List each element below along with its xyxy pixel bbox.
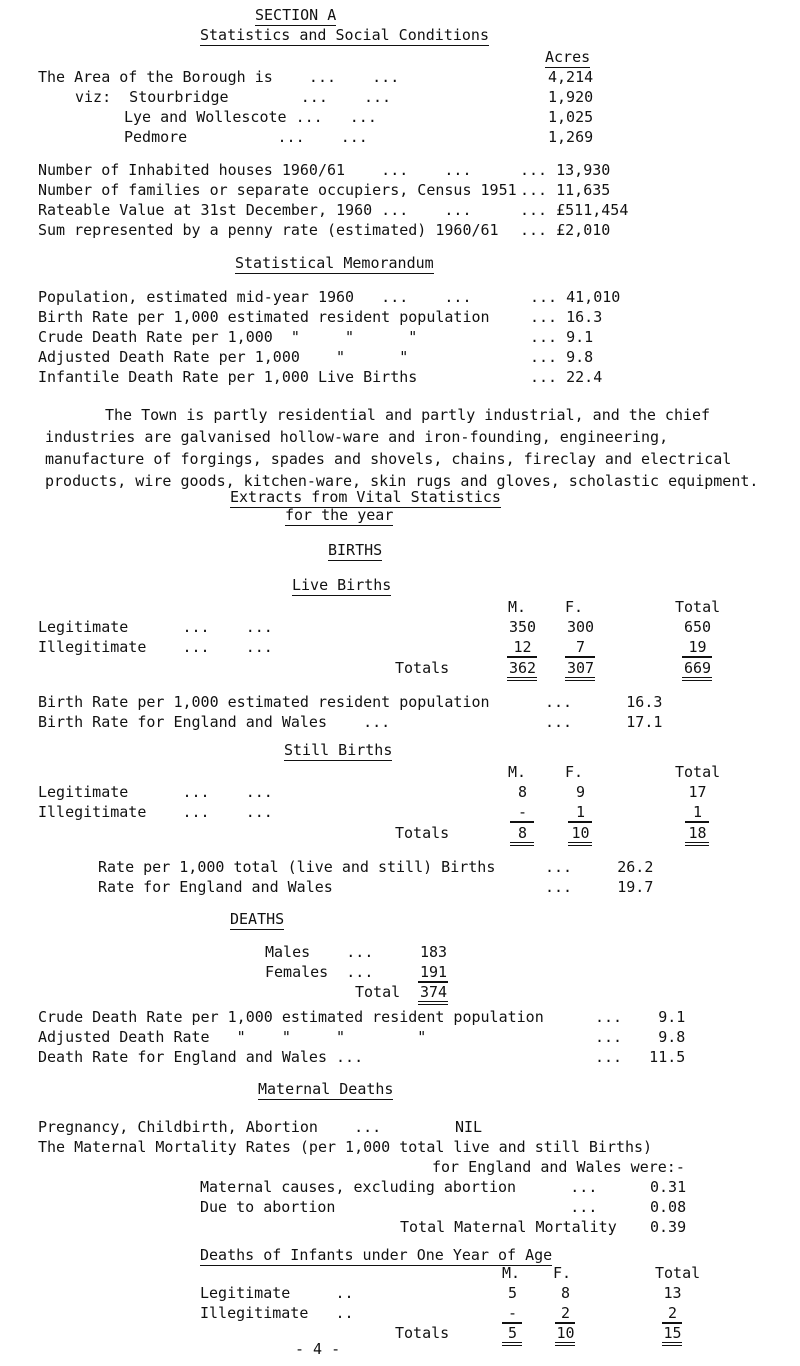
deaths-total-label: Total [355, 983, 401, 1001]
deaths-total-value: 374 [420, 983, 448, 1001]
combined-rate-label: Rate for England and Wales [98, 878, 333, 896]
table-cell: 5 [507, 1284, 518, 1302]
table-cell: - [507, 1304, 518, 1322]
death-rate-value: ... 11.5 [595, 1048, 686, 1066]
rate-row-value: ... 17.1 [545, 713, 663, 731]
maternal-title: Maternal Deaths [258, 1080, 394, 1098]
table-cell: 2 [560, 1304, 571, 1322]
death-rate-label: Crude Death Rate per 1,000 estimated resident population [38, 1008, 544, 1026]
memo-row-label: Population, estimated mid-year 1960 ... ... [38, 288, 472, 306]
table-cell: 8 [560, 1284, 571, 1302]
total-double-rule [685, 842, 709, 846]
memo-row-label: Birth Rate per 1,000 estimated resident population [38, 308, 490, 326]
table-row-label: Illegitimate ... ... [38, 638, 273, 656]
general-row-value: ... 13,930 [520, 161, 611, 179]
table-cell: - [517, 803, 528, 821]
general-row-value: ... 11,635 [520, 181, 611, 199]
sum-rule [568, 821, 592, 823]
table-cell: 15 [663, 1324, 682, 1342]
col-header-m: M. [502, 1264, 521, 1282]
sum-rule [685, 821, 709, 823]
col-header-total: Total [675, 598, 721, 616]
live-births-title: Live Births [292, 576, 392, 594]
general-row-label: Rateable Value at 31st December, 1960 ... ... [38, 201, 472, 219]
total-double-rule [510, 842, 534, 846]
total-double-rule [565, 677, 595, 681]
total-double-rule [555, 1342, 575, 1346]
maternal-rates-intro: The Maternal Mortality Rates (per 1,000 total live and still Births) [38, 1138, 653, 1156]
table-cell: 12 [513, 638, 532, 656]
col-header-f: F. [553, 1264, 572, 1282]
table-cell: 19 [688, 638, 707, 656]
col-header-m: M. [508, 598, 527, 616]
death-rate-value: ... 9.1 [595, 1008, 686, 1026]
total-double-rule [418, 1001, 448, 1005]
sum-rule [682, 656, 712, 658]
death-rate-label: Adjusted Death Rate " " " " [38, 1028, 427, 1046]
col-header-f: F. [565, 763, 584, 781]
memo-row-value: ... 16.3 [530, 308, 603, 326]
combined-rate-label: Rate per 1,000 total (live and still) Births [98, 858, 496, 876]
total-double-rule [507, 677, 537, 681]
table-cell: 300 [566, 618, 595, 636]
area-row-label: Lye and Wollescote ... ... [124, 108, 377, 126]
memo-row-value: ... 22.4 [530, 368, 603, 386]
males-value: 183 [420, 943, 448, 961]
table-cell: 10 [556, 1324, 575, 1342]
acres-column-header: Acres [545, 48, 591, 66]
area-row-label: Pedmore ... ... [124, 128, 368, 146]
totals-label: Totals [395, 659, 450, 677]
table-cell: 8 [517, 824, 528, 842]
extracts-title: Extracts from Vital Statistics [230, 488, 501, 506]
males-label: Males ... [265, 943, 374, 961]
deaths-title: DEATHS [230, 910, 285, 928]
page-number: - 4 - [295, 1340, 341, 1358]
still-births-title: Still Births [284, 741, 393, 759]
maternal-row-label: Total Maternal Mortality [400, 1218, 617, 1236]
table-cell: 10 [571, 824, 590, 842]
maternal-row-value: 0.08 [650, 1198, 687, 1216]
total-double-rule [502, 1342, 522, 1346]
rate-row-label: Birth Rate for England and Wales ... [38, 713, 391, 731]
table-cell: 7 [575, 638, 586, 656]
general-row-value: ... £511,454 [520, 201, 629, 219]
combined-rate-value: ... 26.2 [545, 858, 654, 876]
sum-rule [507, 656, 537, 658]
table-cell: 18 [688, 824, 707, 842]
memo-row-value: ... 9.1 [530, 328, 594, 346]
maternal-row-value: 0.39 [650, 1218, 687, 1236]
table-cell: 307 [566, 659, 595, 677]
memo-row-label: Adjusted Death Rate per 1,000 " " [38, 348, 409, 366]
table-cell: 1 [692, 803, 703, 821]
general-row-label: Sum represented by a penny rate (estimated) 1960/61 [38, 221, 499, 239]
table-row-label: Illegitimate .. [200, 1304, 354, 1322]
table-cell: 669 [683, 659, 712, 677]
table-cell: 17 [688, 783, 707, 801]
sum-rule [565, 656, 595, 658]
table-row-label: Illegitimate ... ... [38, 803, 273, 821]
section-heading: SECTION A [255, 6, 337, 24]
area-total-label: The Area of the Borough is ... ... [38, 68, 400, 86]
general-row-label: Number of families or separate occupiers, Census 1951 [38, 181, 517, 199]
total-double-rule [682, 677, 712, 681]
births-title: BIRTHS [328, 541, 383, 559]
memo-row-value: ... 41,010 [530, 288, 621, 306]
general-row-value: ... £2,010 [520, 221, 611, 239]
table-cell: 9 [575, 783, 586, 801]
table-cell: 650 [683, 618, 712, 636]
table-cell: 5 [507, 1324, 518, 1342]
maternal-row-label: Maternal causes, excluding abortion ... [200, 1178, 598, 1196]
area-row-label: viz: Stourbridge ... ... [75, 88, 392, 106]
rate-row-value: ... 16.3 [545, 693, 663, 711]
maternal-rates-intro-2: for England and Wales were:- [432, 1158, 685, 1176]
total-double-rule [662, 1342, 682, 1346]
area-row-value: 1,920 [548, 88, 594, 106]
area-row-value: 1,025 [548, 108, 594, 126]
area-row-value: 1,269 [548, 128, 594, 146]
females-value: 191 [420, 963, 448, 981]
table-row-label: Legitimate .. [200, 1284, 354, 1302]
memo-row-value: ... 9.8 [530, 348, 594, 366]
combined-rate-value: ... 19.7 [545, 878, 654, 896]
industries-paragraph: The Town is partly residential and partly industrial, and the chief industries are galvanised hollow-ware and iron-founding, engineering, manufacture of forgings, spades and shovels, chains, fireclay and electrical products, wire goods, kitchen-ware, skin rugs and gloves, scholastic equipment. [45, 406, 759, 490]
rate-row-label: Birth Rate per 1,000 estimated resident population [38, 693, 490, 711]
maternal-line-value: NIL [455, 1118, 483, 1136]
table-cell: 362 [508, 659, 537, 677]
death-rate-value: ... 9.8 [595, 1028, 686, 1046]
table-cell: 350 [508, 618, 537, 636]
col-header-f: F. [565, 598, 584, 616]
sum-rule [510, 821, 534, 823]
general-row-label: Number of Inhabited houses 1960/61 ... ... [38, 161, 472, 179]
maternal-row-value: 0.31 [650, 1178, 687, 1196]
totals-label: Totals [395, 824, 450, 842]
table-row-label: Legitimate ... ... [38, 783, 273, 801]
maternal-row-label: Due to abortion ... [200, 1198, 598, 1216]
memo-row-label: Crude Death Rate per 1,000 " " " [38, 328, 418, 346]
death-rate-label: Death Rate for England and Wales ... [38, 1048, 364, 1066]
col-header-m: M. [508, 763, 527, 781]
area-total-value: 4,214 [548, 68, 594, 86]
table-cell: 2 [667, 1304, 678, 1322]
table-cell: 13 [663, 1284, 682, 1302]
total-double-rule [568, 842, 592, 846]
totals-label: Totals [395, 1324, 450, 1342]
table-cell: 8 [517, 783, 528, 801]
infant-deaths-title: Deaths of Infants under One Year of Age [200, 1246, 553, 1264]
maternal-line-label: Pregnancy, Childbirth, Abortion ... [38, 1118, 382, 1136]
females-label: Females ... [265, 963, 374, 981]
table-row-label: Legitimate ... ... [38, 618, 273, 636]
memo-row-label: Infantile Death Rate per 1,000 Live Births [38, 368, 418, 386]
memorandum-title: Statistical Memorandum [235, 254, 434, 272]
col-header-total: Total [675, 763, 721, 781]
extracts-subtitle: for the year [285, 506, 394, 524]
col-header-total: Total [655, 1264, 701, 1282]
page-subtitle: Statistics and Social Conditions [200, 26, 489, 44]
table-cell: 1 [575, 803, 586, 821]
